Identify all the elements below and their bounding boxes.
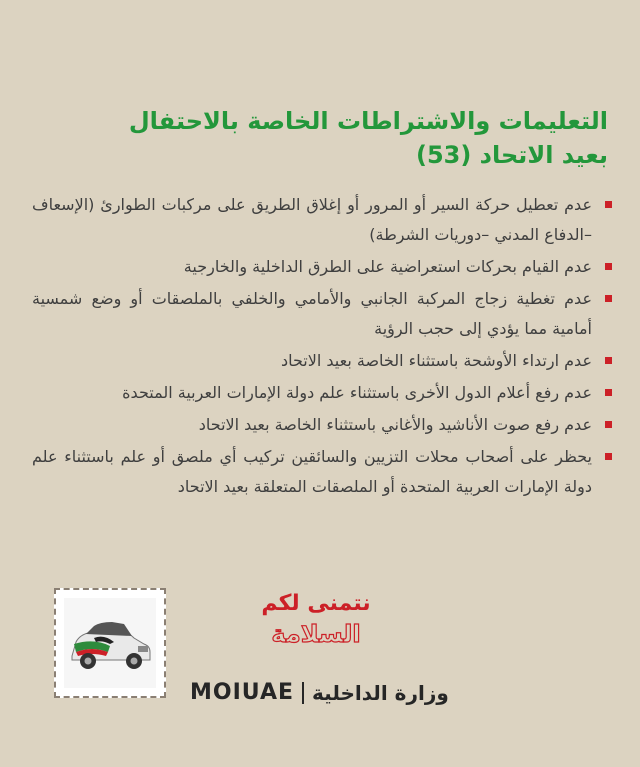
- decorated-car-icon: [64, 598, 156, 688]
- wish-line-2: السلامة: [271, 620, 361, 648]
- rule-text: يحظر على أصحاب محلات التزيين والسائقين تركيب أي ملصق أو علم باستثناء علم دولة الإمارات العربية المتحدة أو الملصقات المتعلقة بعيد الاتحاد: [32, 447, 592, 496]
- bullet-square-icon: [605, 389, 612, 396]
- stamp-image-area: [64, 598, 156, 688]
- safety-wish: [246, 590, 386, 650]
- rule-item: [32, 410, 612, 440]
- rule-item: [32, 284, 612, 344]
- wish-line-1: نتمنى لكم: [261, 591, 371, 616]
- rules-list: [32, 190, 612, 504]
- rule-text: عدم ارتداء الأوشحة باستثناء الخاصة بعيد الاتحاد: [280, 351, 592, 370]
- rule-item: [32, 346, 612, 376]
- bullet-square-icon: [605, 357, 612, 364]
- rule-text: عدم رفع صوت الأناشيد والأغاني باستثناء الخاصة بعيد الاتحاد: [198, 415, 592, 434]
- car-stamp-illustration: [54, 588, 166, 698]
- rule-item: [32, 190, 612, 250]
- brand-handle: MOIUAE: [190, 680, 295, 705]
- rule-item: [32, 252, 612, 282]
- brand-divider: [302, 682, 304, 704]
- poster-title: [32, 104, 608, 172]
- ministry-name: وزارة الداخلية: [312, 680, 449, 705]
- rule-text: عدم تعطيل حركة السير أو المرور أو إغلاق الطريق على مركبات الطوارئ (الإسعاف –الدفاع المدني –دوريات الشرطة): [32, 195, 592, 244]
- bullet-square-icon: [605, 421, 612, 428]
- title-line-1: التعليمات والاشتراطات الخاصة بالاحتفال: [128, 107, 608, 135]
- title-line-2: بعيد الاتحاد (53): [415, 141, 608, 169]
- bullet-square-icon: [605, 453, 612, 460]
- bullet-square-icon: [605, 295, 612, 302]
- rule-text: عدم رفع أعلام الدول الأخرى باستثناء علم دولة الإمارات العربية المتحدة: [122, 383, 592, 402]
- bullet-square-icon: [605, 263, 612, 270]
- footer-brand: [190, 680, 449, 705]
- rule-text: عدم القيام بحركات استعراضية على الطرق الداخلية والخارجية: [183, 257, 592, 276]
- rule-item: [32, 442, 612, 502]
- rule-item: [32, 378, 612, 408]
- rule-text: عدم تغطية زجاج المركبة الجانبي والأمامي والخلفي بالملصقات أو وضع شمسية أمامية مما يؤدي إلى حجب الرؤية: [32, 289, 592, 338]
- bullet-square-icon: [605, 201, 612, 208]
